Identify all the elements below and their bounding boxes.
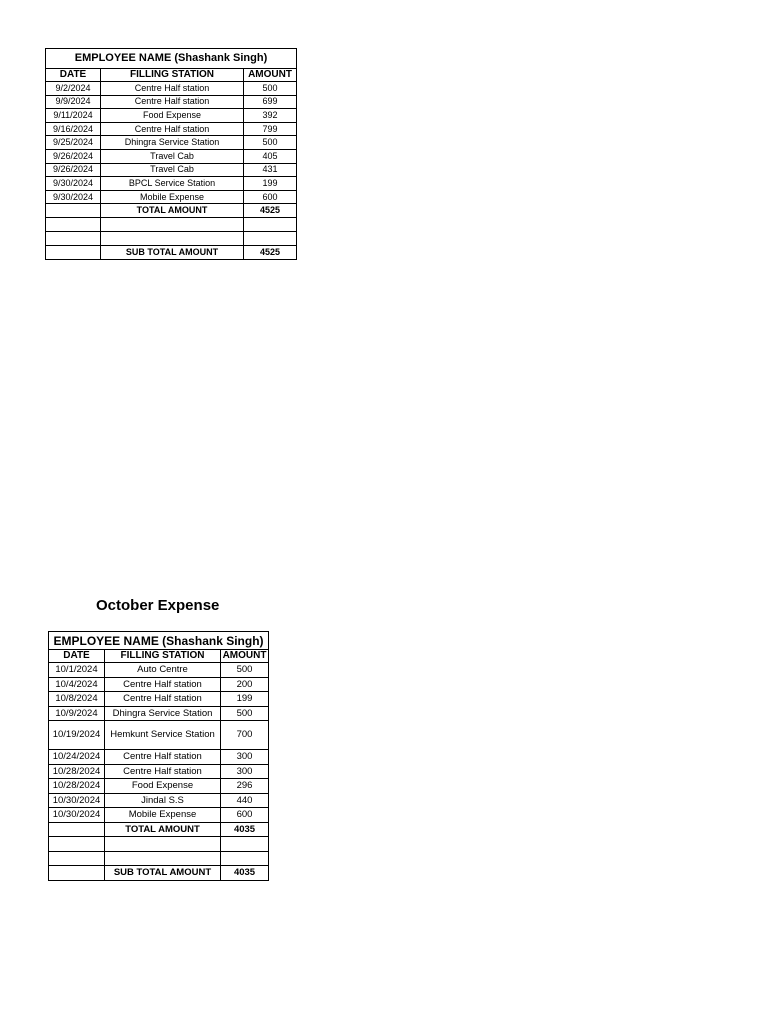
station-cell: Dhingra Service Station xyxy=(101,136,244,150)
column-header-amount: AMOUNT xyxy=(221,650,269,663)
employee-name-title: EMPLOYEE NAME (Shashank Singh) xyxy=(49,632,269,650)
table-row xyxy=(46,136,297,150)
amount-cell: 440 xyxy=(221,793,269,808)
date-cell: 9/26/2024 xyxy=(46,163,101,177)
table-row xyxy=(49,808,269,823)
date-cell: 9/2/2024 xyxy=(46,82,101,96)
total-label: TOTAL AMOUNT xyxy=(105,822,221,837)
amount-cell: 199 xyxy=(244,177,297,191)
station-cell: Centre Half station xyxy=(105,764,221,779)
station-cell: Centre Half station xyxy=(105,677,221,692)
date-cell: 10/9/2024 xyxy=(49,706,105,721)
column-header-filling-station: FILLING STATION xyxy=(105,650,221,663)
amount-cell: 431 xyxy=(244,163,297,177)
station-cell: Hemkunt Service Station xyxy=(105,721,221,750)
amount-cell: 699 xyxy=(244,95,297,109)
subtotal-row xyxy=(49,866,269,881)
september-expense-table xyxy=(45,48,297,260)
table-row xyxy=(46,95,297,109)
table-row xyxy=(46,122,297,136)
amount-cell: 600 xyxy=(244,190,297,204)
date-cell: 9/11/2024 xyxy=(46,109,101,123)
table-row xyxy=(49,706,269,721)
table-row xyxy=(49,721,269,750)
station-cell: Mobile Expense xyxy=(105,808,221,823)
total-value: 4035 xyxy=(221,822,269,837)
date-cell: 9/25/2024 xyxy=(46,136,101,150)
table-row xyxy=(46,177,297,191)
station-cell: BPCL Service Station xyxy=(101,177,244,191)
amount-cell: 500 xyxy=(244,136,297,150)
amount-cell: 200 xyxy=(221,677,269,692)
table-row xyxy=(49,750,269,765)
station-cell: Centre Half station xyxy=(101,122,244,136)
subtotal-value: 4035 xyxy=(221,866,269,881)
table-row xyxy=(49,793,269,808)
date-cell: 10/24/2024 xyxy=(49,750,105,765)
column-header-filling-station: FILLING STATION xyxy=(101,69,244,82)
table-row xyxy=(49,663,269,678)
october-expense-heading: October Expense xyxy=(96,597,220,614)
station-cell: Food Expense xyxy=(105,779,221,794)
amount-cell: 300 xyxy=(221,750,269,765)
date-cell: 10/28/2024 xyxy=(49,779,105,794)
date-cell: 9/16/2024 xyxy=(46,122,101,136)
total-row xyxy=(49,822,269,837)
station-cell: Jindal S.S xyxy=(105,793,221,808)
subtotal-label: SUB TOTAL AMOUNT xyxy=(105,866,221,881)
column-header-date: DATE xyxy=(49,650,105,663)
column-header-amount: AMOUNT xyxy=(244,69,297,82)
table-row xyxy=(49,764,269,779)
amount-cell: 700 xyxy=(221,721,269,750)
station-cell: Centre Half station xyxy=(101,82,244,96)
total-label: TOTAL AMOUNT xyxy=(101,204,244,218)
blank-row xyxy=(46,231,297,245)
station-cell: Centre Half station xyxy=(105,750,221,765)
station-cell: Mobile Expense xyxy=(101,190,244,204)
amount-cell: 199 xyxy=(221,692,269,707)
station-cell: Auto Centre xyxy=(105,663,221,678)
table-row xyxy=(49,779,269,794)
amount-cell: 296 xyxy=(221,779,269,794)
table-row xyxy=(49,677,269,692)
amount-cell: 500 xyxy=(221,706,269,721)
amount-cell: 600 xyxy=(221,808,269,823)
date-cell: 9/9/2024 xyxy=(46,95,101,109)
subtotal-row xyxy=(46,245,297,259)
amount-cell: 405 xyxy=(244,149,297,163)
station-cell: Centre Half station xyxy=(105,692,221,707)
table-row xyxy=(46,190,297,204)
blank-row xyxy=(46,218,297,232)
table-row xyxy=(46,149,297,163)
station-cell: Food Expense xyxy=(101,109,244,123)
amount-cell: 500 xyxy=(244,82,297,96)
station-cell: Travel Cab xyxy=(101,149,244,163)
blank-row xyxy=(49,837,269,852)
station-cell: Dhingra Service Station xyxy=(105,706,221,721)
date-cell: 10/30/2024 xyxy=(49,793,105,808)
date-cell: 9/30/2024 xyxy=(46,177,101,191)
date-cell: 10/28/2024 xyxy=(49,764,105,779)
subtotal-value: 4525 xyxy=(244,245,297,259)
date-cell: 10/30/2024 xyxy=(49,808,105,823)
date-cell: 10/1/2024 xyxy=(49,663,105,678)
date-cell: 9/26/2024 xyxy=(46,149,101,163)
subtotal-label: SUB TOTAL AMOUNT xyxy=(101,245,244,259)
total-value: 4525 xyxy=(244,204,297,218)
blank-row xyxy=(49,851,269,866)
station-cell: Travel Cab xyxy=(101,163,244,177)
table-row xyxy=(46,163,297,177)
date-cell: 10/19/2024 xyxy=(49,721,105,750)
amount-cell: 500 xyxy=(221,663,269,678)
date-cell: 9/30/2024 xyxy=(46,190,101,204)
amount-cell: 799 xyxy=(244,122,297,136)
table-row xyxy=(46,109,297,123)
employee-name-title: EMPLOYEE NAME (Shashank Singh) xyxy=(46,49,297,69)
station-cell: Centre Half station xyxy=(101,95,244,109)
october-expense-table xyxy=(48,631,269,881)
date-cell: 10/8/2024 xyxy=(49,692,105,707)
table-row xyxy=(46,82,297,96)
column-header-date: DATE xyxy=(46,69,101,82)
date-cell: 10/4/2024 xyxy=(49,677,105,692)
amount-cell: 300 xyxy=(221,764,269,779)
total-row xyxy=(46,204,297,218)
table-row xyxy=(49,692,269,707)
amount-cell: 392 xyxy=(244,109,297,123)
